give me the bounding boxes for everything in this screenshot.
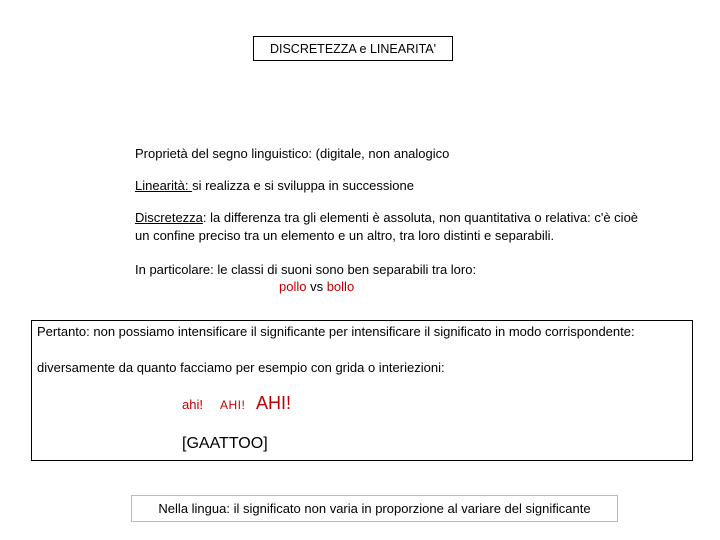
linearita-text: si realizza e si sviluppa in successione [192,178,414,193]
gaattoo-text: [GAATTOO] [182,435,268,452]
slide-title [253,36,453,61]
intensification-box [31,320,693,461]
conclusion-box [131,495,618,522]
linearita-line [135,177,414,194]
property-line: Proprietà del segno linguistico: (digitale, non analogico [135,146,450,161]
discretezza-line-2: un confine preciso tra un elemento e un altro, tra loro distinti e separabili. [135,228,555,243]
conclusion-text: Nella lingua: il significato non varia in proporzione al variare del significante [158,501,591,516]
particolare-line: In particolare: le classi di suoni sono ben separabili tra loro: [135,262,477,277]
word-bollo: bollo [326,279,355,294]
ahi-large: AHI! [256,393,292,413]
slide-title-text: DISCRETEZZA e LINEARITA' [269,41,437,56]
ahi-small: ahi! [182,397,203,412]
discretezza-text-1: : la differenza tra gli elementi è assoluta, non quantitativa o relativa: c'è cioè [202,210,639,225]
linearita-term: Linearità: [135,178,193,193]
ahi-medium: AHI! [220,398,246,412]
diversamente-line: diversamente da quanto facciamo per esempio con grida o interiezioni: [37,360,445,375]
word-pollo: pollo [279,279,307,294]
minimal-pair [279,278,354,295]
discretezza-line-1 [135,209,638,226]
pertanto-line: Pertanto: non possiamo intensificare il significante per intensificare il significato in modo corrispondente: [37,324,635,339]
discretezza-term: Discretezza [135,210,203,225]
vs-text: vs [306,279,327,294]
